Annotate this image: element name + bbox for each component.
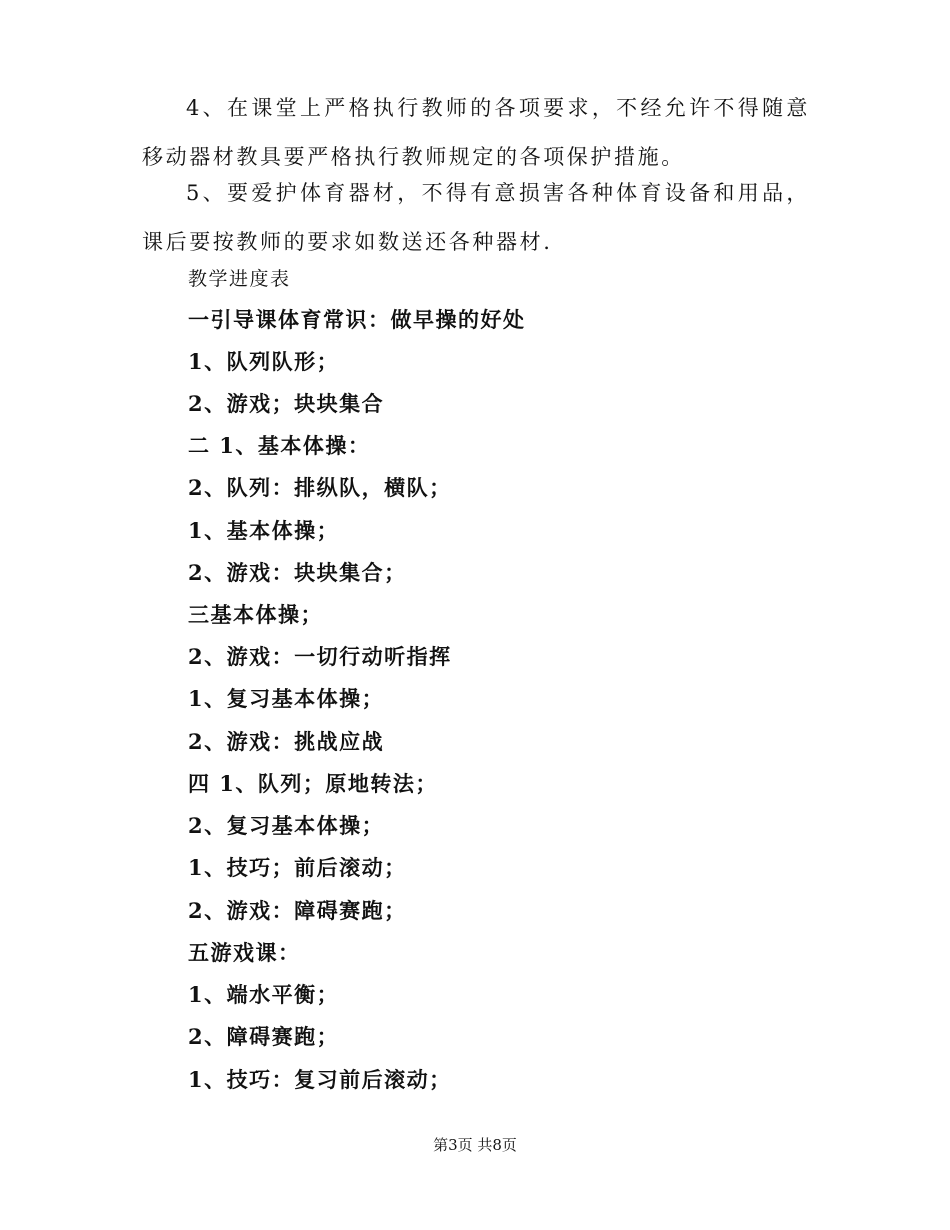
schedule-line: 一引导课体育常识：做早操的好处: [188, 307, 526, 332]
schedule-line: 1、技巧；前后滚动；: [188, 855, 407, 880]
schedule-line: 2、复习基本体操；: [188, 813, 385, 838]
schedule-line: 1、队列队形；: [188, 349, 340, 374]
paragraph-rule-4: 4、在课堂上严格执行教师的各项要求，不经允许不得随意移动器材教具要严格执行教师规定的各项保护措施。: [142, 96, 810, 169]
schedule-line: 1、复习基本体操；: [188, 686, 385, 711]
schedule-line: 2、游戏；块块集合: [188, 391, 385, 416]
schedule-line: 2、游戏：挑战应战: [188, 729, 385, 754]
schedule-line: 2、游戏：障碍赛跑；: [188, 898, 407, 923]
schedule-line: 2、游戏：一切行动听指挥: [188, 644, 452, 669]
schedule-line: 四 1、队列；原地转法；: [188, 771, 438, 796]
schedule-line: 2、障碍赛跑；: [188, 1024, 340, 1049]
schedule-line: 2、游戏：块块集合；: [188, 560, 407, 585]
schedule-line: 五游戏课：: [188, 940, 301, 965]
schedule-line: 1、端水平衡；: [188, 982, 340, 1007]
section-title: 教学进度表: [188, 268, 291, 290]
schedule-line: 2、队列：排纵队，横队；: [188, 475, 452, 500]
schedule-line: 二 1、基本体操：: [188, 433, 371, 458]
page-number-footer: 第3页 共8页: [433, 1136, 517, 1154]
schedule-line: 1、技巧：复习前后滚动；: [188, 1067, 452, 1092]
paragraph-rule-5: 5、要爱护体育器材，不得有意损害各种体育设备和用品，课后要按教师的要求如数送还各种器材.: [142, 181, 810, 254]
schedule-line: 三基本体操；: [188, 602, 323, 627]
schedule-line: 1、基本体操；: [188, 518, 340, 543]
